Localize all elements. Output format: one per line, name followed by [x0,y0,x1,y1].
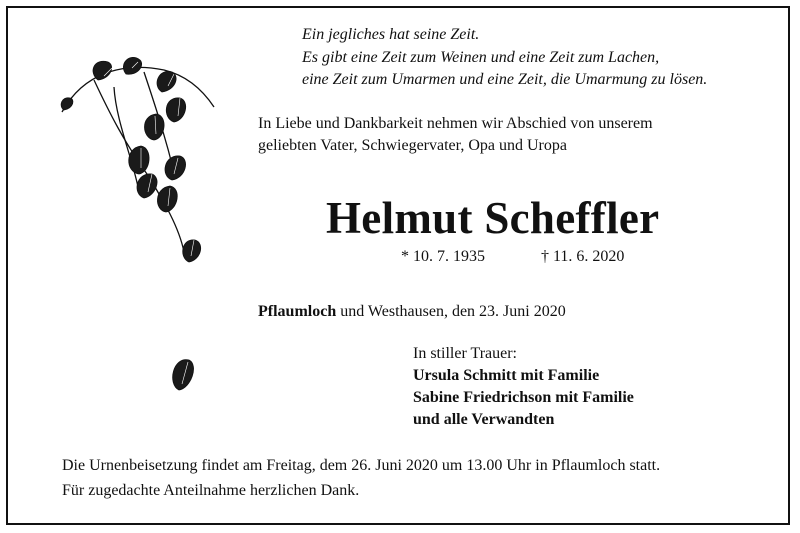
quote-line: Ein jegliches hat seine Zeit. [302,26,480,43]
place-date [258,301,566,323]
place-date-rest: und Westhausen, den 23. Juni 2020 [336,303,566,320]
mourner-name: Sabine Friedrichson mit Familie [413,389,634,406]
funeral-info: Die Urnenbeisetzung findet am Freitag, dem 26. Juni 2020 um 13.00 Uhr in Pflaumloch statt. [62,457,661,474]
intro-line: In Liebe und Dankbarkeit nehmen wir Abschied von unserem [258,115,653,132]
quote-line: Es gibt eine Zeit zum Weinen und eine Zeit zum Lachen, [302,48,660,66]
death-date: † 11. 6. 2020 [541,248,625,265]
thanks-line: Für zugedachte Anteilnahme herzlichen Dank. [62,482,360,499]
mourner-name: und alle Verwandten [413,411,555,428]
quote-line: eine Zeit zum Umarmen und eine Zeit, die Umarmung zu lösen. [302,71,708,88]
quote [302,24,707,92]
mourner-name: Ursula Schmitt mit Familie [413,367,600,384]
intro-text [258,113,653,157]
leaf-branch-icon [54,52,224,397]
birth-date: * 10. 7. 1935 [401,248,485,265]
intro-line: geliebten Vater, Schwiegervater, Opa und Uropa [258,137,567,154]
deceased-name: Helmut Scheffler [326,193,660,243]
mourners-heading: In stiller Trauer: [413,345,517,362]
place-name: Pflaumloch [258,303,337,320]
mourners-block [413,343,634,431]
